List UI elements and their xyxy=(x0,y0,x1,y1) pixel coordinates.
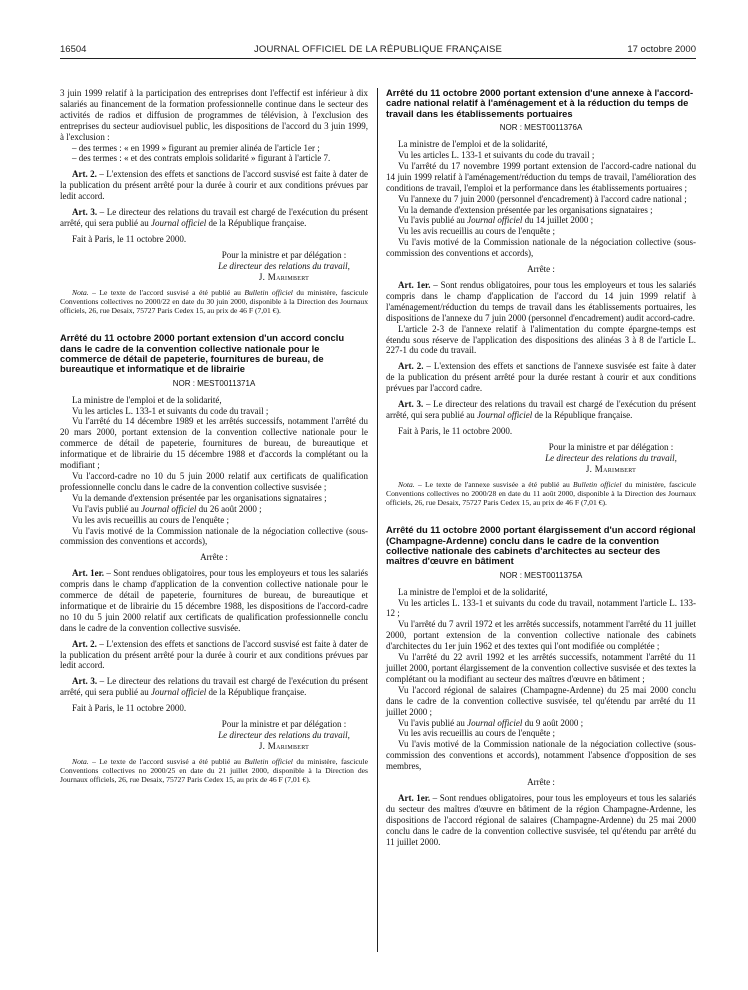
article-1-paragraph: L'article 2-3 de l'annexe relatif à l'alimentation du compte épargne-temps est étendu sous réserve de l'application des dispositions des alinéas 3 à 8 de l'article L. 227-1 du code du travail. xyxy=(386,323,696,356)
signatory-name: J. Marimbert xyxy=(585,463,637,474)
article-text: – L'extension des effets et sanctions de l'accord susvisé est faite à dater de la publication du présent arrêté pour la durée à courir et aux conditions prévues par ledit accord. xyxy=(60,638,369,671)
article-text: – Le directeur des relations du travail est chargé de l'exécution du présent arrêté, qui sera publié au xyxy=(60,676,368,698)
visa: Vu les avis recueillis au cours de l'enquête ; xyxy=(398,728,556,739)
fait-a-paris: Fait à Paris, le 11 octobre 2000. xyxy=(398,425,513,436)
signature-title: Le directeur des relations du travail, xyxy=(545,452,677,463)
article-label: Art. 1er. xyxy=(72,568,105,579)
nota-text: – Le texte de l'annexe susvisée a été publié au xyxy=(414,479,574,489)
visa: Vu l'avis motivé de la Commission nationale de la négociation collective (sous-commission des conventions et accords), xyxy=(386,237,696,259)
journal-title: JOURNAL OFFICIEL DE LA RÉPUBLIQUE FRANÇAISE xyxy=(253,44,503,55)
article-text: de la République française. xyxy=(206,217,307,228)
nota-text: – Le texte de l'accord susvisé a été publié au xyxy=(88,756,245,766)
visa-text: Vu l'avis publié au xyxy=(398,717,468,728)
article-label: Art. 3. xyxy=(72,676,98,687)
article-text: – Le directeur des relations du travail est chargé de l'exécution du présent arrêté, qui sera publié au xyxy=(60,207,368,228)
arrete-title: Arrêté du 11 octobre 2000 portant extension d'un accord conclu dans le cadre de la convention collective nationale pour le commerce de détail de papeterie, fournitures de bureau, de bureautique et informatique et de librairie xyxy=(60,332,345,375)
article-label: Art. 2. xyxy=(72,638,97,649)
bulletin-officiel-ref: Bulletin officiel xyxy=(244,756,293,766)
nor-reference: NOR : MEST0011375A xyxy=(499,570,583,580)
arrete-title: Arrêté du 11 octobre 2000 portant extension d'une annexe à l'accord-cadre national relatif à l'aménagement et à la réduction du temps de travail dans les établissements portuaires xyxy=(386,87,694,119)
visa-text: Vu l'avis publié au xyxy=(72,503,142,514)
article-label: Art. 3. xyxy=(398,399,424,410)
page-number: 16504 xyxy=(60,44,87,55)
visa-text: Vu l'avis publié au xyxy=(398,215,468,226)
signatory-name: J. Marimbert xyxy=(258,740,310,751)
visa: Vu les articles L. 133-1 et suivants du code du travail, notamment l'article L. 133-12 ; xyxy=(386,597,696,619)
article-2 xyxy=(386,361,696,394)
signatory-name: J. Marimbert xyxy=(258,271,310,282)
issue-date: 17 octobre 2000 xyxy=(627,44,696,55)
visa xyxy=(60,504,368,515)
right-column xyxy=(386,88,696,847)
journal-officiel-ref: Journal officiel xyxy=(141,503,197,514)
visa: Vu la demande d'extension présentée par les organisations signataires ; xyxy=(72,492,327,503)
signature-title: Le directeur des relations du travail, xyxy=(218,260,350,271)
signature-title: Le directeur des relations du travail, xyxy=(218,730,350,741)
exclusion-item: – des termes : « et des contrats emplois solidarité » figurant à l'article 7. xyxy=(72,153,331,164)
article-2 xyxy=(60,169,368,202)
ministre-line: La ministre de l'emploi et de la solidarité, xyxy=(72,394,222,405)
journal-officiel-ref: Journal officiel xyxy=(476,409,533,420)
nor-reference: NOR : MEST0011371A xyxy=(172,378,256,388)
visa: Vu l'annexe du 7 juin 2000 (personnel d'encadrement) à l'accord cadre national ; xyxy=(398,193,687,204)
visa: Vu les articles L. 133-1 et suivants du code du travail ; xyxy=(398,150,595,161)
article-1 xyxy=(60,568,368,633)
article-text: de la République française. xyxy=(206,687,307,698)
arrete-heading: Arrête : xyxy=(527,777,555,788)
visa: Vu l'arrêté du 14 décembre 1989 et les arrêtés successifs, notamment l'arrêté du 20 mars 2000, portant extension de la convention collective nationale pour le commerce de détail de papeterie, fournitures de bureau, de bureautique et informatique et de librairie du 15 décembre 1988 et d'accords la complétant ou la modifiant ; xyxy=(60,416,368,471)
fait-a-paris: Fait à Paris, le 11 octobre 2000. xyxy=(72,233,187,244)
nota-text: du ministère, fascicule Conventions collectives no 2000/22 en date du 30 juin 2000, disponible à la Direction des Journaux officiels, 26, rue Desaix, 75727 Paris Cedex 15, au prix de 46 F (7,01 €). xyxy=(60,287,368,315)
exclusion-item: – des termes : « en 1999 » figurant au premier alinéa de l'article 1er ; xyxy=(72,142,320,153)
journal-officiel-ref: Journal officiel xyxy=(150,687,207,698)
visa xyxy=(386,215,696,226)
visa: Vu l'accord-cadre no 10 du 5 juin 2000 relatif aux certificats de qualification professionnelle conclu dans le cadre de la convention collective susvisée ; xyxy=(60,470,368,492)
article-text: – Le directeur des relations du travail est chargé de l'exécution du présent arrêté, qui sera publié au xyxy=(386,399,696,420)
signature-line: Pour la ministre et par délégation : xyxy=(221,249,347,260)
visa-text: du 9 août 2000 ; xyxy=(522,717,584,728)
nor-reference: NOR : MEST0011376A xyxy=(499,123,583,133)
nota-label: Nota. xyxy=(398,479,415,489)
article-text: – Sont rendues obligatoires, pour tous les employeurs et tous les salariés du secteur des maîtres d'œuvre en bâtiment de la région Champagne-Ardenne, les dispositions de l'accord régional de salaires (Champagne-Ardenne) du 25 mai 2000 conclu dans le cadre de la convention collective susvisée, tel qu'étendu par arrêté du 11 juillet 2000. xyxy=(386,792,696,847)
arrete-heading: Arrête : xyxy=(527,264,555,275)
visa: Vu l'accord régional de salaires (Champagne-Ardenne) du 25 mai 2000 conclu dans le cadre de la convention collective susvisée, tel qu'étendu par arrêté du 11 juillet 2000 ; xyxy=(386,684,696,717)
visa: Vu l'avis motivé de la Commission nationale de la négociation collective (sous-commission des conventions et accords), notamment l'absence d'opposition de ses membres, xyxy=(386,739,696,772)
nota-label: Nota. xyxy=(72,287,89,297)
visa: Vu la demande d'extension présentée par les organisations signataires ; xyxy=(398,204,653,215)
visa-text: du 26 août 2000 ; xyxy=(196,503,262,514)
visa: Vu les avis recueillis au cours de l'enquête ; xyxy=(398,226,556,237)
article-3 xyxy=(60,207,368,229)
visa: Vu les articles L. 133-1 et suivants du code du travail ; xyxy=(72,405,269,416)
article-1 xyxy=(386,280,696,324)
article-label: Art. 2. xyxy=(398,361,424,372)
article-3 xyxy=(60,676,368,698)
visa: Vu les avis recueillis au cours de l'enquête ; xyxy=(72,514,230,525)
article-label: Art. 1er. xyxy=(398,792,431,803)
ministre-line: La ministre de l'emploi et de la solidarité, xyxy=(398,139,548,150)
fait-a-paris: Fait à Paris, le 11 octobre 2000. xyxy=(72,703,187,714)
nota xyxy=(60,757,368,785)
page-header xyxy=(60,44,696,58)
visa: Vu l'arrêté du 7 avril 1972 et les arrêtés successifs, notamment l'arrêté du 11 juillet 2000, portant extension de la convention collective nationale des cabinets d'architectes du 1er juin 1962 et des textes qui l'ont modifiée ou complétée ; xyxy=(386,619,696,652)
article-label: Art. 2. xyxy=(72,169,97,180)
nota xyxy=(60,288,368,316)
nota-text: du ministère, fascicule Conventions collectives no 2000/25 en date du 21 juillet 2000, disponible à la Direction des Journaux officiels, 26, rue Desaix, 75727 Paris Cedex 15, au prix de 46 F (7,01 €). xyxy=(60,756,368,785)
nota xyxy=(386,480,696,508)
article-label: Art. 1er. xyxy=(398,280,431,290)
article-label: Art. 3. xyxy=(72,207,98,218)
left-column xyxy=(60,88,368,784)
nota-text: du ministère, fascicule Conventions collectives no 2000/28 en date du 11 août 2000, disponible à la Direction des Journaux officiels, 26, rue Desaix, 75727 Paris Cedex 15, au prix de 46 F (7,01 €). xyxy=(386,479,696,507)
bulletin-officiel-ref: Bulletin officiel xyxy=(244,287,293,297)
article-text: – Sont rendues obligatoires, pour tous les employeurs et tous les salariés compris dans le champ d'application de la convention collective nationale pour le commerce de détail de papeterie, fournitures de bureau, de bureautique et informatique et de librairie du 15 décembre 1988, les dispositions de l'accord-cadre no 10 du 5 juin 2000 relatif aux certificats de qualification professionnelle conclu dans le cadre de la convention collective susvisée. xyxy=(60,568,368,633)
article-text: – L'extension des effets et sanctions de l'annexe susvisée est faite à dater de la publication du présent arrêté pour la durée restant à courir et aux conditions prévues par l'accord cadre. xyxy=(386,361,696,394)
bulletin-officiel-ref: Bulletin officiel xyxy=(573,479,622,489)
visa: Vu l'arrêté du 17 novembre 1999 portant extension de l'accord-cadre national du 14 juin 1999 relatif à l'aménagement/réduction du temps de travail, l'amélioration des conditions de travail, l'emploi et la performance dans les établissements portuaires ; xyxy=(386,160,696,193)
journal-officiel-ref: Journal officiel xyxy=(467,717,523,728)
article-text: – L'extension des effets et sanctions de l'accord susvisé est faite à dater de la publication du présent arrêté pour la durée à courir et aux conditions prévues par ledit accord. xyxy=(60,169,369,202)
visa: Vu l'avis motivé de la Commission nationale de la négociation collective (sous-commission des conventions et accords), xyxy=(60,525,368,547)
article-3 xyxy=(386,399,696,421)
journal-officiel-ref: Journal officiel xyxy=(150,217,207,228)
ministre-line: La ministre de l'emploi et de la solidarité, xyxy=(398,586,548,597)
article-text: – Sont rendus obligatoires, pour tous les employeurs et tous les salariés compris dans le champ d'application de l'accord du 14 juin 1999 relatif à l'aménagement/réduction du temps de travail dans les établissements portuaires, les dispositions de l'annexe du 7 juin 2000 (personnel d'encadrement) audit accord-cadre. xyxy=(386,280,697,323)
arrete-heading: Arrête : xyxy=(200,552,228,563)
column-divider xyxy=(377,88,378,952)
continued-paragraph: 3 juin 1999 relatif à la participation des entreprises dont l'effectif est inférieur à dix salariés au financement de la formation professionnelle continue dans le secteur des activités de radios et diffusion de programmes de télévision, à l'exclusion des entreprises du secteur audiovisuel public, les dispositions de l'accord du 3 juin 1999, à l'exclusion : xyxy=(60,88,368,142)
visa xyxy=(386,718,696,729)
article-1 xyxy=(386,793,696,848)
journal-officiel-ref: Journal officiel xyxy=(467,215,523,226)
nota-label: Nota. xyxy=(72,756,89,766)
arrete-title: Arrêté du 11 octobre 2000 portant élargissement d'un accord régional (Champagne-Ardenne) conclu dans le cadre de la convention collective nationale des cabinets d'architectes au secteur des maîtres d'œuvre en bâtiment xyxy=(386,524,696,567)
signature-line: Pour la ministre et par délégation : xyxy=(548,441,674,452)
visa-text: du 14 juillet 2000 ; xyxy=(522,215,594,226)
signature-line: Pour la ministre et par délégation : xyxy=(221,719,347,730)
header-rule xyxy=(60,58,696,59)
article-2 xyxy=(60,639,368,672)
visa: Vu l'arrêté du 22 avril 1992 et les arrêtés successifs, notamment l'arrêté du 11 juillet 2000, portant élargissement de la convention collective susvisée et des textes la complétant ou la modifiant au secteur des maîtres d'œuvre en bâtiment ; xyxy=(386,652,696,684)
article-text: de la République française. xyxy=(532,409,633,420)
nota-text: – Le texte de l'accord susvisé a été publié au xyxy=(88,287,245,297)
